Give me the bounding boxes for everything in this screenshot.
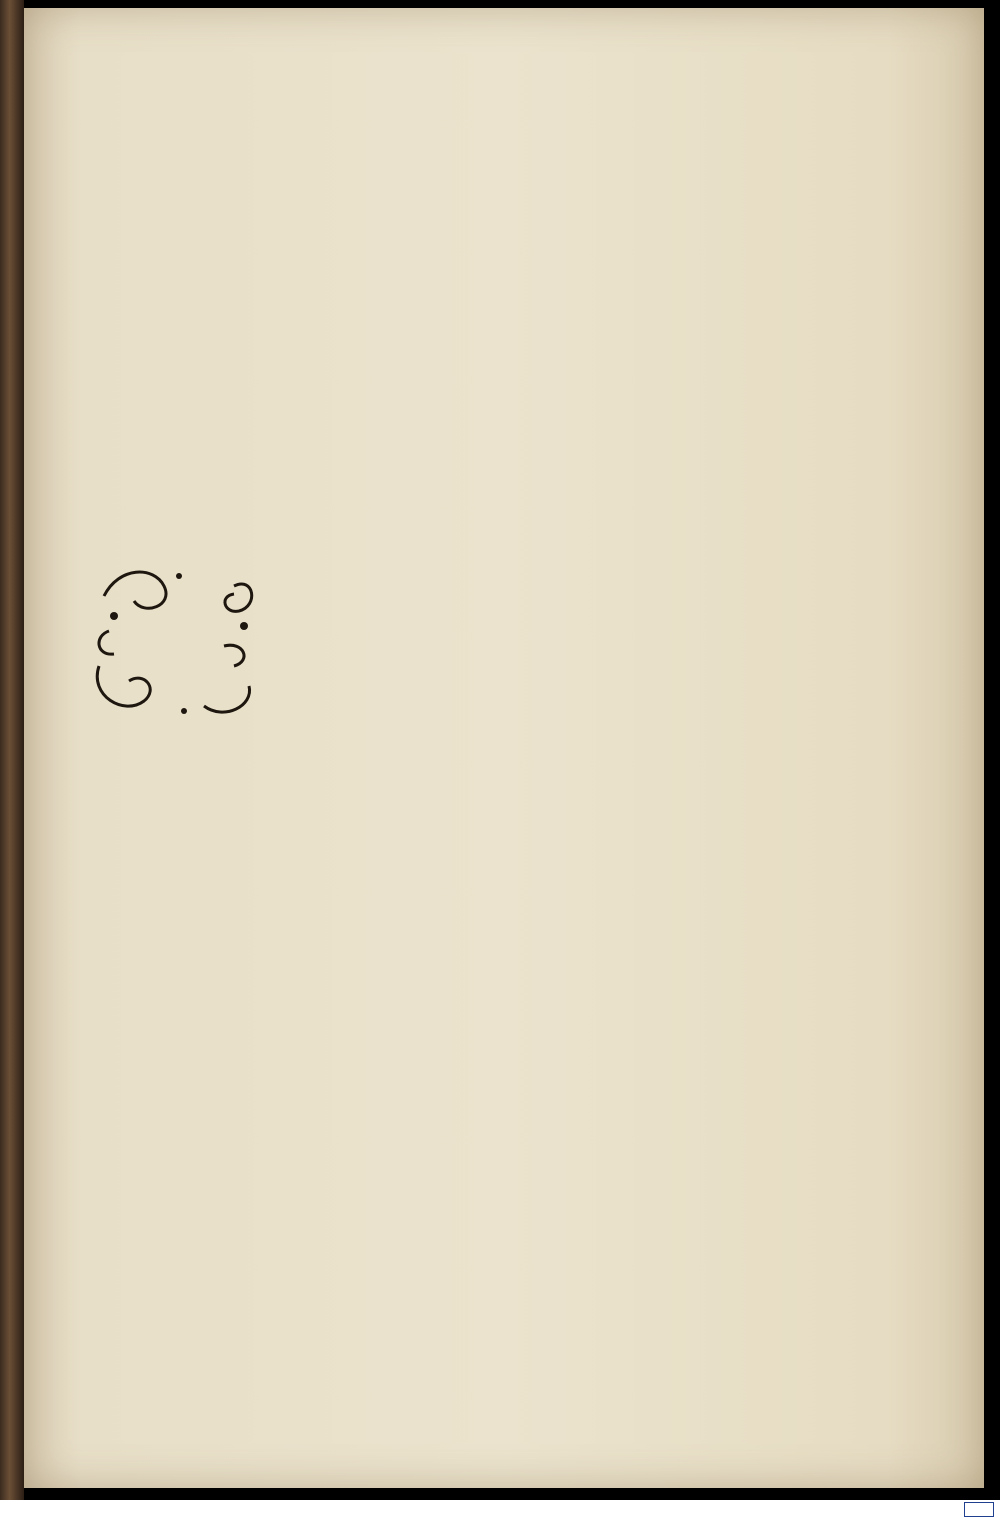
ornamental-initial-icon — [84, 556, 264, 726]
dfg-logo — [964, 1502, 994, 1517]
footer-bar — [0, 1500, 1000, 1518]
book-spine-edge — [0, 0, 24, 1500]
paper-page — [24, 8, 984, 1488]
decorated-initial — [84, 556, 264, 726]
